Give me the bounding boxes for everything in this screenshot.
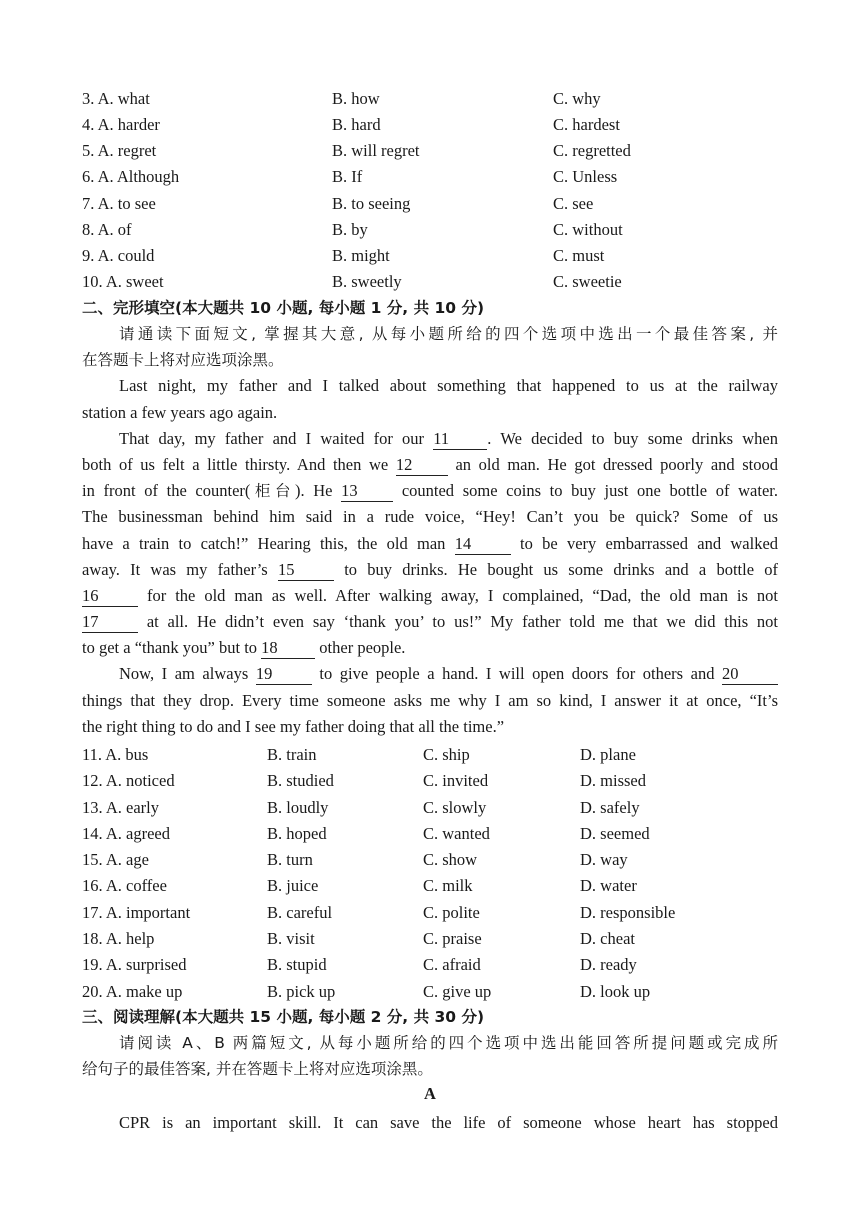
text: away. It was my father’s (82, 559, 268, 579)
option-b: B. sweetly (332, 272, 402, 291)
text: other people. (319, 638, 406, 658)
option-c: C. wanted (423, 824, 490, 843)
reading-instructions (82, 1030, 778, 1082)
option-d: D. safely (580, 798, 640, 817)
option-a: 6. A. Although (82, 167, 180, 186)
option-d: D. responsible (580, 903, 676, 922)
option-c: C. show (423, 850, 478, 869)
option-b: B. If (332, 167, 363, 186)
blank-20: 20 (722, 664, 778, 685)
blank-11: 11 (433, 429, 487, 450)
blank-13: 13 (341, 481, 393, 502)
option-a: 8. A. of (82, 220, 132, 239)
option-d: D. water (580, 876, 637, 895)
option-b: B. how (332, 89, 380, 108)
option-b: B. pick up (267, 982, 336, 1001)
text-cjk: 柜台 (250, 482, 295, 501)
text: at all. He didn’t even say ‘thank you’ to us!” My father told me that we did this not (146, 612, 778, 632)
instruction-line: 请通读下面短文, 掌握其大意, 从每小题所给的四个选项中选出一个最佳答案, 并 (119, 325, 778, 343)
passage-line: the right thing to do and I see my father doing that all the time.” (82, 716, 505, 736)
option-c: C. milk (423, 876, 473, 895)
section-heading-reading: 三、阅读理解(本大题共 15 小题, 每小题 2 分, 共 30 分) (82, 1008, 485, 1026)
blank-15: 15 (278, 560, 334, 581)
option-b: B. careful (267, 903, 333, 922)
option-c: C. see (553, 194, 594, 213)
passage-line (82, 531, 778, 557)
option-a: 17. A. important (82, 903, 191, 922)
option-d: D. seemed (580, 824, 650, 843)
option-a: 5. A. regret (82, 141, 157, 160)
option-a: 20. A. make up (82, 982, 183, 1001)
option-c: C. afraid (423, 955, 481, 974)
passage-label: A (424, 1084, 436, 1103)
option-a: 7. A. to see (82, 194, 156, 213)
option-c: C. hardest (553, 115, 620, 134)
option-c: C. ship (423, 745, 470, 764)
option-d: D. plane (580, 745, 636, 764)
option-d: D. way (580, 850, 628, 869)
section-heading-cloze: 二、完形填空(本大题共 10 小题, 每小题 1 分, 共 10 分) (82, 299, 485, 317)
option-b: B. loudly (267, 798, 329, 817)
text: have a train to catch!” Hearing this, the old man (82, 533, 446, 553)
text: to be very embarrassed and walked (519, 533, 779, 553)
option-a: 4. A. harder (82, 115, 160, 134)
option-d: D. ready (580, 955, 637, 974)
option-a: 3. A. what (82, 89, 150, 108)
option-a: 15. A. age (82, 850, 149, 869)
option-b: B. might (332, 246, 390, 265)
option-b: B. stupid (267, 955, 327, 974)
option-a: 9. A. could (82, 246, 155, 265)
option-a: 19. A. surprised (82, 955, 187, 974)
passage-line (82, 661, 778, 687)
option-c: C. give up (423, 982, 492, 1001)
passage-line (82, 478, 778, 504)
option-b: B. by (332, 220, 368, 239)
blank-16: 16 (82, 586, 138, 607)
option-b: B. juice (267, 876, 319, 895)
cloze-passage (82, 321, 778, 740)
blank-18: 18 (261, 638, 315, 659)
option-b: B. hard (332, 115, 381, 134)
text: for the old man as well. After walking away, I complained, “Dad, the old man is not (146, 585, 778, 605)
text: to get a “thank you” but to (82, 638, 258, 658)
text: an old man. He got dressed poorly and stood (455, 454, 779, 474)
option-c: C. regretted (553, 141, 631, 160)
text: both of us felt a little thirsty. And then we (82, 454, 389, 474)
passage-line (82, 452, 778, 478)
passage-line: things that they drop. Every time someone asks me why I am so kind, I answer it at once, “It’s (82, 690, 778, 710)
passage-line (82, 583, 778, 609)
option-a: 18. A. help (82, 929, 155, 948)
option-b: B. hoped (267, 824, 327, 843)
blank-14: 14 (455, 534, 511, 555)
reading-passage-a (82, 1110, 778, 1136)
passage-line: Last night, my father and I talked about something that happened to us at the railway (119, 376, 778, 396)
passage-line (82, 609, 778, 635)
passage-line: station a few years ago again. (82, 402, 278, 422)
option-a: 10. A. sweet (82, 272, 164, 291)
option-b: B. will regret (332, 141, 420, 160)
instruction-line: 在答题卡上将对应选项涂黑。 (82, 351, 284, 370)
instruction-line: 请阅读 A、B 两篇短文, 从每小题所给的四个选项中选出能回答所提问题或完成所 (119, 1034, 778, 1052)
option-c: C. must (553, 246, 605, 265)
option-a: 12. A. noticed (82, 771, 175, 790)
text: . We decided to buy some drinks when (487, 428, 778, 448)
passage-line (82, 635, 778, 661)
text: counted some coins to buy just one bottle of water. (401, 481, 778, 501)
text: to buy drinks. He bought us some drinks and a bottle of (344, 559, 778, 579)
text: That day, my father and I waited for our (119, 428, 425, 448)
option-b: B. visit (267, 929, 315, 948)
option-c: C. Unless (553, 167, 618, 186)
option-a: 16. A. coffee (82, 876, 167, 895)
option-b: B. studied (267, 771, 334, 790)
option-d: D. missed (580, 771, 646, 790)
option-c: C. why (553, 89, 601, 108)
passage-line (82, 557, 778, 583)
instruction-line: 给句子的最佳答案, 并在答题卡上将对应选项涂黑。 (82, 1060, 433, 1079)
option-c: C. praise (423, 929, 482, 948)
text: ). He (294, 481, 333, 501)
text: in front of the counter( (82, 481, 251, 501)
passage-line: The businessman behind him said in a rude voice, “Hey! Can’t you be quick? Some of us (82, 507, 778, 527)
option-c: C. invited (423, 771, 489, 790)
option-a: 13. A. early (82, 798, 159, 817)
passage-line: CPR is an important skill. It can save the life of someone whose heart has stopped (119, 1113, 778, 1132)
option-d: D. cheat (580, 929, 635, 948)
blank-19: 19 (256, 664, 312, 685)
option-b: B. to seeing (332, 194, 411, 213)
option-c: C. sweetie (553, 272, 622, 291)
option-c: C. slowly (423, 798, 487, 817)
option-c: C. polite (423, 903, 480, 922)
blank-17: 17 (82, 612, 138, 633)
passage-line (82, 426, 778, 452)
option-d: D. look up (580, 982, 651, 1001)
blank-12: 12 (396, 455, 448, 476)
option-b: B. train (267, 745, 317, 764)
option-b: B. turn (267, 850, 313, 869)
option-c: C. without (553, 220, 623, 239)
option-a: 11. A. bus (82, 745, 149, 764)
option-a: 14. A. agreed (82, 824, 170, 843)
text: Now, I am always (119, 664, 249, 684)
text: to give people a hand. I will open doors for others and (319, 664, 715, 684)
